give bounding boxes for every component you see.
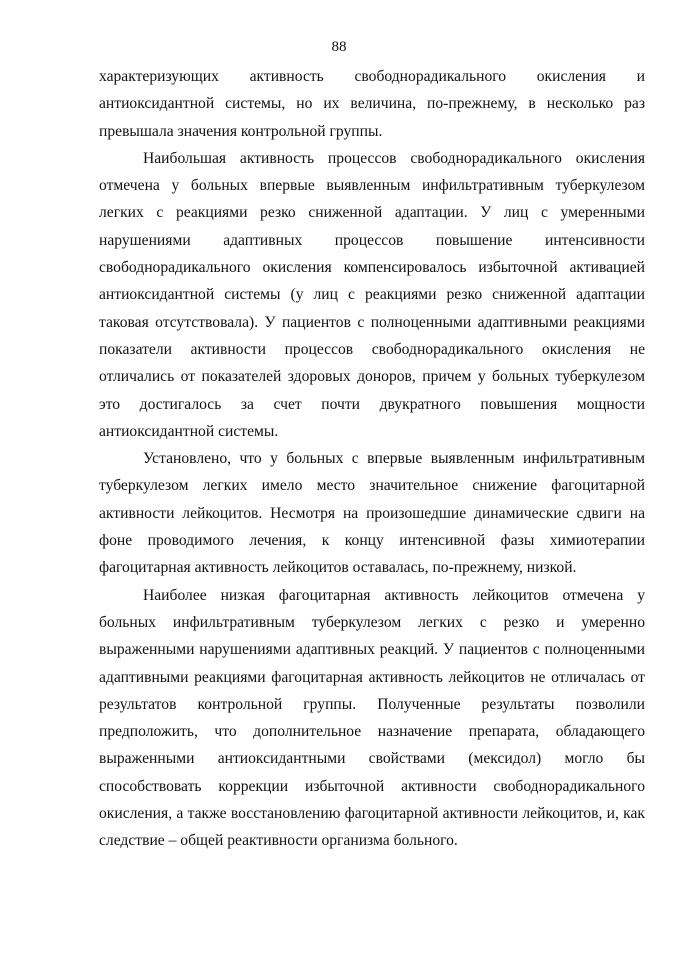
paragraph-phagocytic-activity: Установлено, что у больных с впервые выявленным инфильтративным туберкулезом легких имело место значительное снижение фагоцитарной активности лейкоцитов. Несмотря на произошедшие динамические сдвиги на фоне проводимого лечения, к концу интенсивной фазы химиотерапии фагоцитарная активность лейкоцитов оставалась, по-прежнему, низкой. bbox=[99, 450, 645, 577]
body-text bbox=[99, 63, 645, 855]
page-number: 88 bbox=[331, 39, 347, 55]
paragraph-conclusion: Наиболее низкая фагоцитарная активность лейкоцитов отмечена у больных инфильтративным туберкулезом легких с резко и умеренно выраженными нарушениями адаптивных реакций. У пациентов с полноценными адаптивными реакциями фагоцитарная активность лейкоцитов не отличалась от результатов контрольной группы. Полученные результаты позволили предположить, что дополнительное назначение препарата, обладающего выраженными антиоксидантными свойствами (мексидол) могло бы способствовать коррекции избыточной активности свободнорадикального окисления, а также восстановлению фагоцитарной активности лейкоцитов, и, как следствие – общей реактивности организма больного. bbox=[99, 586, 645, 850]
paragraph-continuation: характеризующих активность свободнорадикального окисления и антиоксидантной системы, но их величина, по-прежнему, в несколько раз превышала значения контрольной группы. bbox=[99, 68, 645, 140]
paragraph-free-radical-oxidation: Наибольшая активность процессов свободнорадикального окисления отмечена у больных впервые выявленным инфильтративным туберкулезом легких с реакциями резко сниженной адаптации. У лиц с умеренными нарушениями адаптивных процессов повышение интенсивности свободнорадикального окисления компенсировалось избыточной активацией антиоксидантной системы (у лиц с реакциями резко сниженной адаптации таковая отсутствовала). У пациентов с полноценными адаптивными реакциями показатели активности процессов свободнорадикального окисления не отличались от показателей здоровых доноров, причем у больных туберкулезом это достигалось за счет почти двукратного повышения мощности антиоксидантной системы. bbox=[99, 149, 645, 440]
